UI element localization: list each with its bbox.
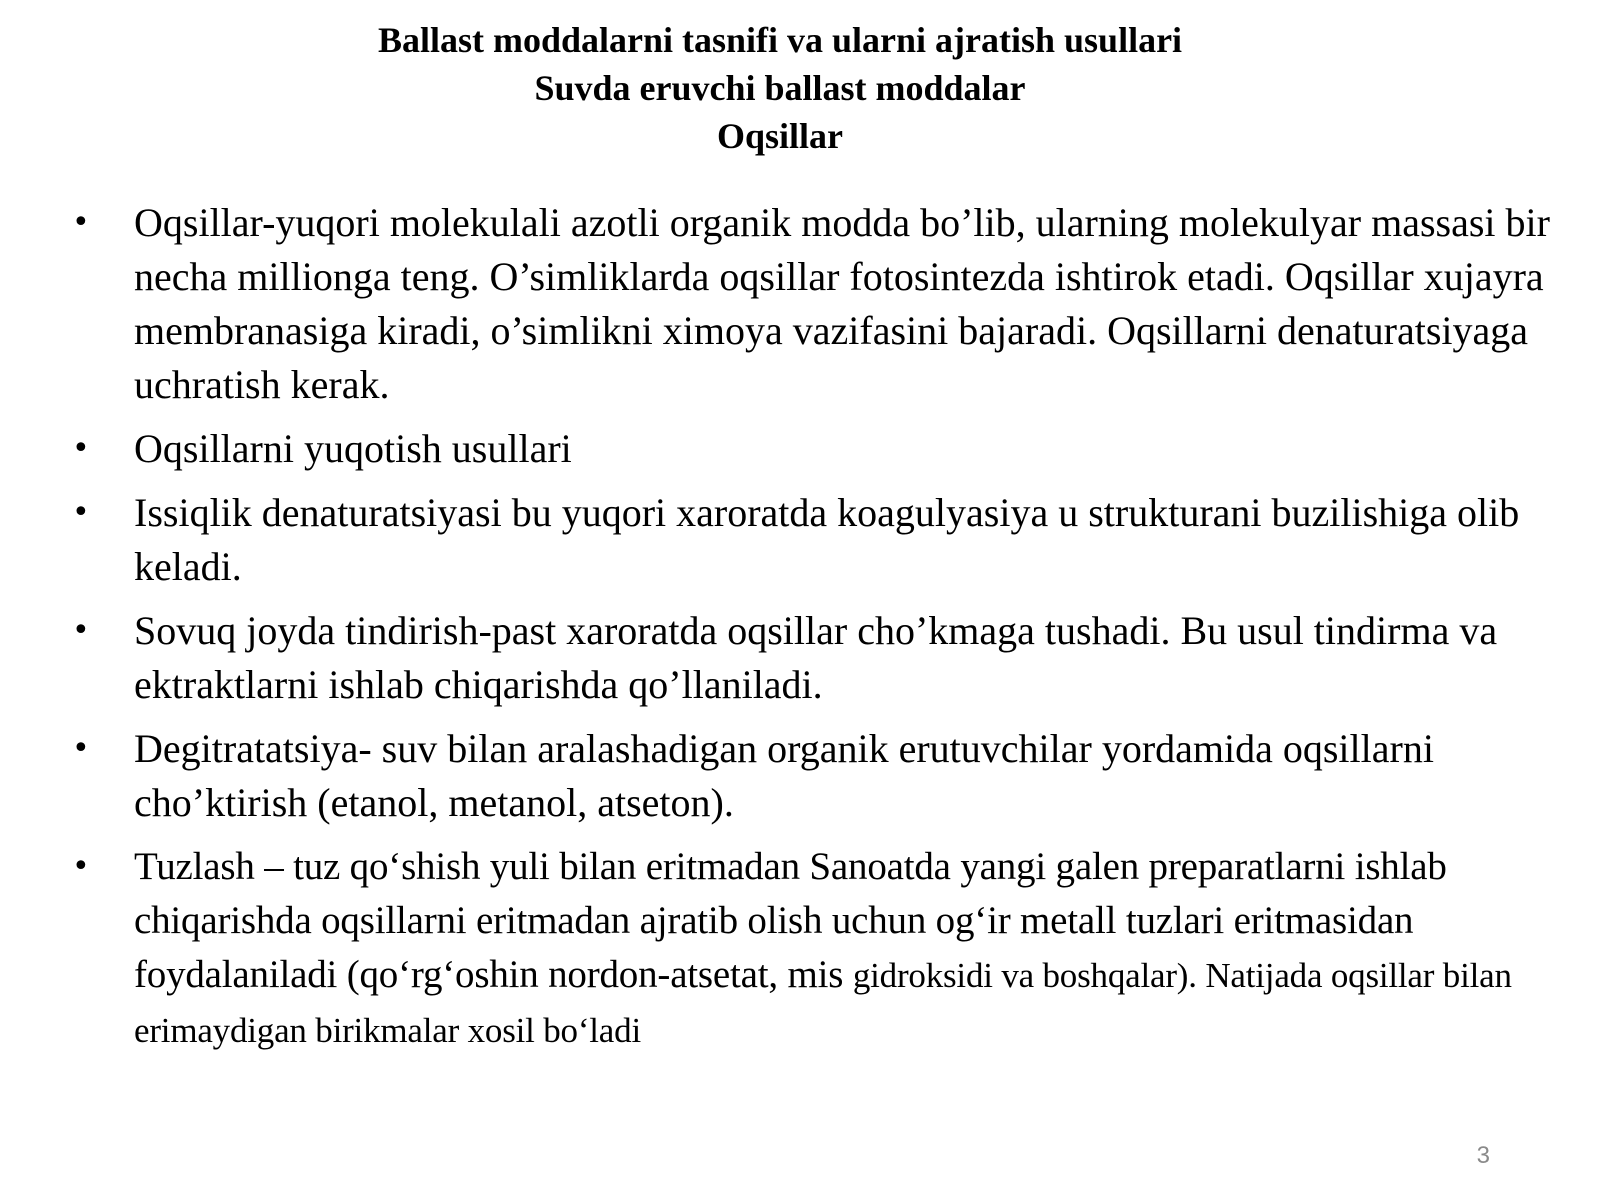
title-line-2: Suvda eruvchi ballast moddalar [534,68,1026,108]
bullet-text-main: Tuzlash – tuz qo‘shish yuli bilan eritmadan Sanoatda yangi galen preparatlarni ishlab chiqarishda oqsillarni eritmadan ajratib olish uchun og‘ir metall tuzlari eritmasidan foydalaniladi (qo‘rg‘oshin nordon-atsetat, mis [134,845,1447,996]
bullet-text: Sovuq joyda tindirish-past xaroratda oqsillar cho’kmaga tushadi. Bu usul tindirma va ektraktlarni ishlab chiqarishda qo’llaniladi. [134,608,1498,707]
title-line-1: Ballast moddalarni tasnifi va ularni ajratish usullari [377,20,1183,60]
bullet-text: Degitratatsiya- suv bilan aralashadigan organik erutuvchilar yordamida oqsillarni cho’ktirish (etanol, metanol, atseton). [134,726,1434,825]
bullet-icon: • [72,205,90,240]
bullet-list [0,196,1600,1068]
bullet-icon: • [72,849,90,884]
bullet-text: Issiqlik denaturatsiyasi bu yuqori xaroratda koagulyasiya u strukturani buzilishiga olib keladi. [134,490,1520,589]
slide-title [0,16,1560,160]
bullet-icon: • [72,731,90,766]
bullet-icon: • [72,431,90,466]
bullet-item [0,840,1600,1058]
bullet-item [0,722,1600,830]
bullet-text: Oqsillar-yuqori molekulali azotli organik modda bo’lib, ularning molekulyar massasi bir necha millionga teng. O’simliklarda oqsillar fotosintezda ishtirok etadi. Oqsillar xujayra membranasiga kiradi, o’simlikni ximoya vazifasini bajaradi. Oqsillarni denaturatsiyaga uchratish kerak. [134,200,1550,407]
bullet-item [0,422,1600,476]
bullet-text: Oqsillarni yuqotish usullari [134,426,572,471]
bullet-item [0,604,1600,712]
bullet-text-tail: gidroksidi va boshqalar). Natijada oqsillar bilan erimaydigan birikmalar xosil bo‘ladi [134,956,1512,1050]
title-line-3: Oqsillar [716,116,844,156]
bullet-item [0,486,1600,594]
page-number: 3 [1476,1142,1490,1169]
bullet-icon: • [72,613,90,648]
bullet-text [134,840,1560,1058]
bullet-icon: • [72,495,90,530]
bullet-item [0,196,1600,412]
